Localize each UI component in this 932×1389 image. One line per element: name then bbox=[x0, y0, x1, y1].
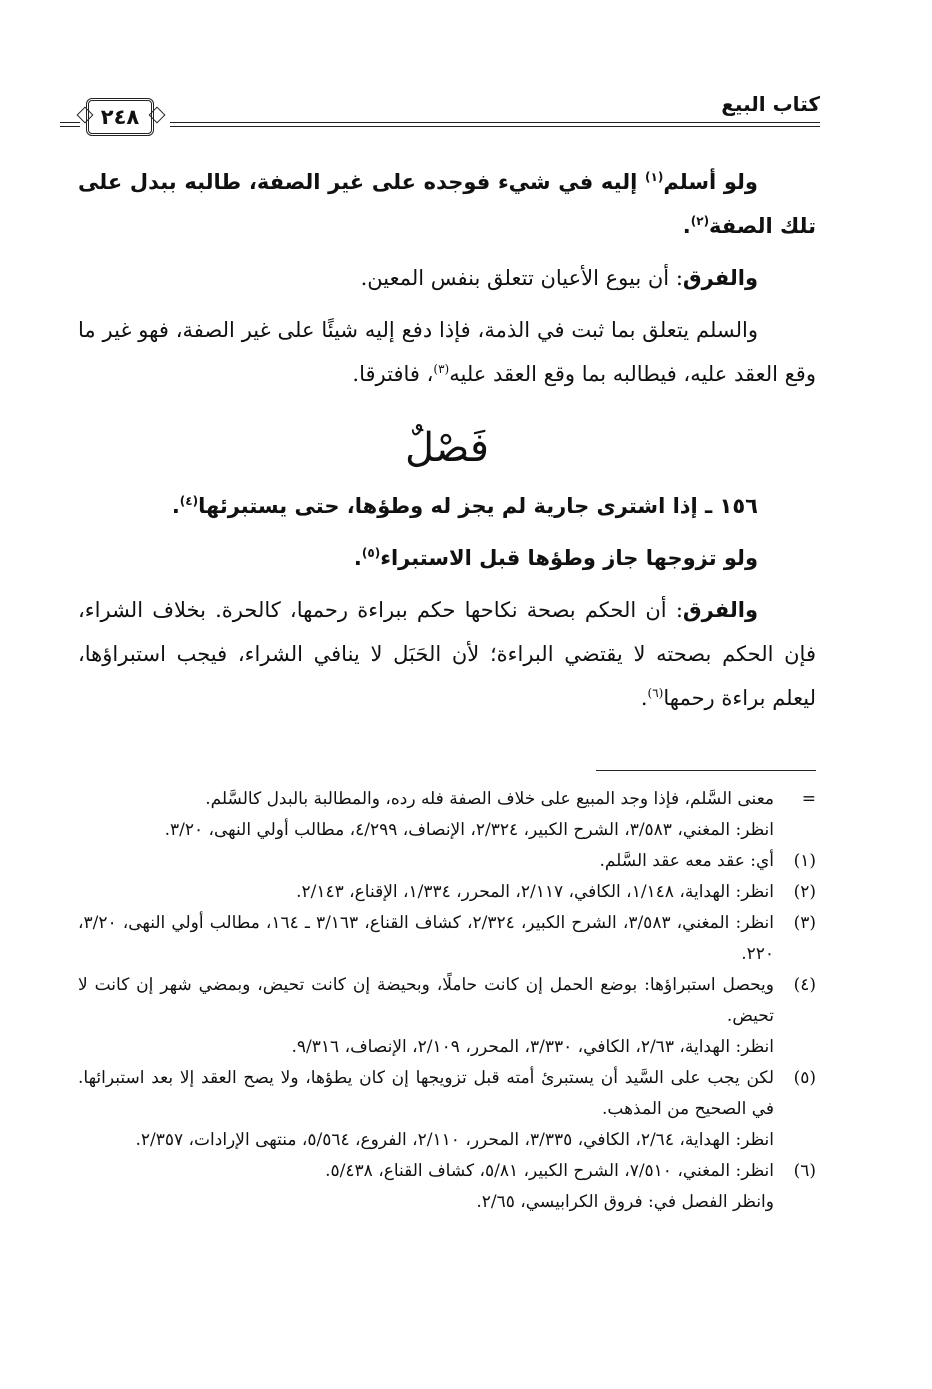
page-header bbox=[60, 86, 820, 146]
footnote-line: معنى السَّلم، فإذا وجد المبيع على خلاف الصفة فله رده، والمطالبة بالبدل كالسَّلم. bbox=[205, 789, 774, 809]
issue-number: ١٥٦ bbox=[719, 494, 758, 518]
section-heading: فَصْلٌ bbox=[404, 425, 490, 471]
footnote bbox=[78, 846, 816, 877]
footnote-number: (٦) bbox=[793, 1161, 816, 1181]
text-run: ـ إذا اشترى جارية لم يجز له وطؤها، حتى يستبرئها bbox=[198, 494, 720, 518]
header-rule-thin bbox=[170, 126, 820, 127]
footnote-body bbox=[78, 784, 774, 846]
footnotes bbox=[78, 784, 816, 1218]
text-run: ولو تزوجها جاز وطؤها قبل الاستبراء bbox=[380, 546, 758, 570]
footnote-ref[interactable]: (٣) bbox=[433, 362, 450, 376]
text-run: إليه في شيء فوجده على غير الصفة، طالبه ببدل على تلك الصفة bbox=[78, 170, 816, 238]
paragraph-salam-explanation bbox=[78, 308, 816, 396]
text-run: : أن الحكم بصحة نكاحها حكم ببراءة رحمها، كالحرة. بخلاف الشراء، فإن الحكم بصحته لا يقتضي البراءة؛ لأن الحَبَل لا ينافي الشراء، فيجب استبراؤها، ليعلم براءة رحمها bbox=[78, 598, 816, 710]
footnote-line: أي: عقد معه عقد السَّلم. bbox=[599, 851, 774, 871]
footnote-number: (٣) bbox=[793, 913, 816, 933]
footnote-line: لكن يجب على السَّيد أن يستبرئ أمته قبل تزويجها إن كان يطؤها، ولا يصح العقد إلا بعد استبرائها. في الصحيح من المذهب. bbox=[78, 1068, 774, 1119]
text-run: ، فافترقا. bbox=[352, 362, 434, 386]
running-title: كتاب البيع bbox=[721, 92, 820, 116]
footnote-number: (٥) bbox=[793, 1068, 816, 1088]
footnote-body bbox=[78, 846, 774, 877]
footnote bbox=[78, 877, 816, 908]
footnote bbox=[78, 970, 816, 1063]
text-run: . bbox=[640, 686, 648, 710]
footnote-separator bbox=[596, 770, 816, 771]
footnote-ref[interactable]: (٢) bbox=[690, 214, 710, 228]
footnote-line: وانظر الفصل في: فروق الكرابيسي، ٢/٦٥. bbox=[476, 1192, 774, 1212]
footnote bbox=[78, 1156, 816, 1218]
footnote-number: (٤) bbox=[793, 975, 816, 995]
paragraph-difference-2 bbox=[78, 588, 816, 720]
footnote-body bbox=[78, 1063, 774, 1156]
footnote-line: انظر: الهداية، ٢/٦٣، الكافي، ٣/٣٣٠، المحرر، ٢/١٠٩، الإنصاف، ٩/٣١٦. bbox=[291, 1037, 774, 1057]
footnote-number: = bbox=[801, 789, 816, 809]
spacer bbox=[78, 580, 816, 588]
footnote-ref[interactable]: (٤) bbox=[179, 494, 199, 508]
difference-label: والفرق bbox=[682, 266, 758, 290]
paragraph-marriage-case bbox=[78, 536, 816, 580]
text-run: . bbox=[353, 546, 362, 570]
spacer bbox=[78, 300, 816, 308]
footnote bbox=[78, 784, 816, 846]
header-rule-left-thin bbox=[60, 126, 80, 127]
footnote-body bbox=[78, 908, 774, 970]
footnote bbox=[78, 1063, 816, 1156]
header-rule-left bbox=[60, 122, 80, 123]
header-rule bbox=[170, 122, 820, 123]
text-run: : أن بيوع الأعيان تتعلق بنفس المعين. bbox=[360, 266, 683, 290]
text-run: . bbox=[682, 214, 691, 238]
footnote-body bbox=[78, 970, 774, 1063]
issue-156 bbox=[78, 484, 816, 528]
footnote-line: انظر: المغني، ٣/٥٨٣، الشرح الكبير، ٢/٣٢٤، الإنصاف، ٤/٢٩٩، مطالب أولي النهى، ٣/٢٠. bbox=[164, 820, 774, 840]
footnote-line: انظر: المغني، ٣/٥٨٣، الشرح الكبير، ٢/٣٢٤، كشاف القناع، ٣/١٦٣ ـ ١٦٤، مطالب أولي النهى، ٣/٢٠، ٢٢٠. bbox=[78, 913, 774, 964]
text-run: والسلم يتعلق بما ثبت في الذمة، فإذا دفع إليه شيئًا على غير الصفة، فهو غير ما وقع العقد عليه، فيطالبه بما وقع العقد عليه bbox=[78, 318, 816, 386]
paragraph-salam-case bbox=[78, 160, 816, 248]
text-run: . bbox=[171, 494, 180, 518]
footnote-line: ويحصل استبراؤها: بوضع الحمل إن كانت حاملًا، وبحيضة إن كانت تحيض، وبمضي شهر إن كانت لا تحيض. bbox=[78, 975, 774, 1026]
spacer bbox=[78, 528, 816, 536]
footnote-number: (١) bbox=[793, 851, 816, 871]
paragraph-difference-1 bbox=[78, 256, 816, 300]
footnote-number: (٢) bbox=[793, 882, 816, 902]
difference-label: والفرق bbox=[682, 598, 758, 622]
footnote-ref[interactable]: (٦) bbox=[647, 686, 664, 700]
main-text bbox=[78, 160, 816, 720]
footnote-ref[interactable]: (٥) bbox=[361, 546, 381, 560]
footnote-body bbox=[78, 877, 774, 908]
text-run: ولو أسلم bbox=[663, 170, 758, 194]
footnote-body bbox=[78, 1156, 774, 1218]
spacer bbox=[78, 248, 816, 256]
footnote-line: انظر: الهداية، ٢/٦٤، الكافي، ٣/٣٣٥، المحرر، ٢/١١٠، الفروع، ٥/٥٦٤، منتهى الإرادات، ٢/٣٥٧. bbox=[135, 1130, 774, 1150]
footnote-ref[interactable]: (١) bbox=[645, 170, 664, 184]
page-number-frame bbox=[86, 98, 154, 136]
footnote bbox=[78, 908, 816, 970]
footnote-line: انظر: الهداية، ١/١٤٨، الكافي، ٢/١١٧، المحرر، ١/٣٣٤، الإقناع، ٢/١٤٣. bbox=[296, 882, 774, 902]
footnote-line: انظر: المغني، ٧/٥١٠، الشرح الكبير، ٥/٨١، كشاف القناع، ٥/٤٣٨. bbox=[325, 1161, 774, 1181]
page-number: ٢٤٨ bbox=[100, 105, 140, 129]
